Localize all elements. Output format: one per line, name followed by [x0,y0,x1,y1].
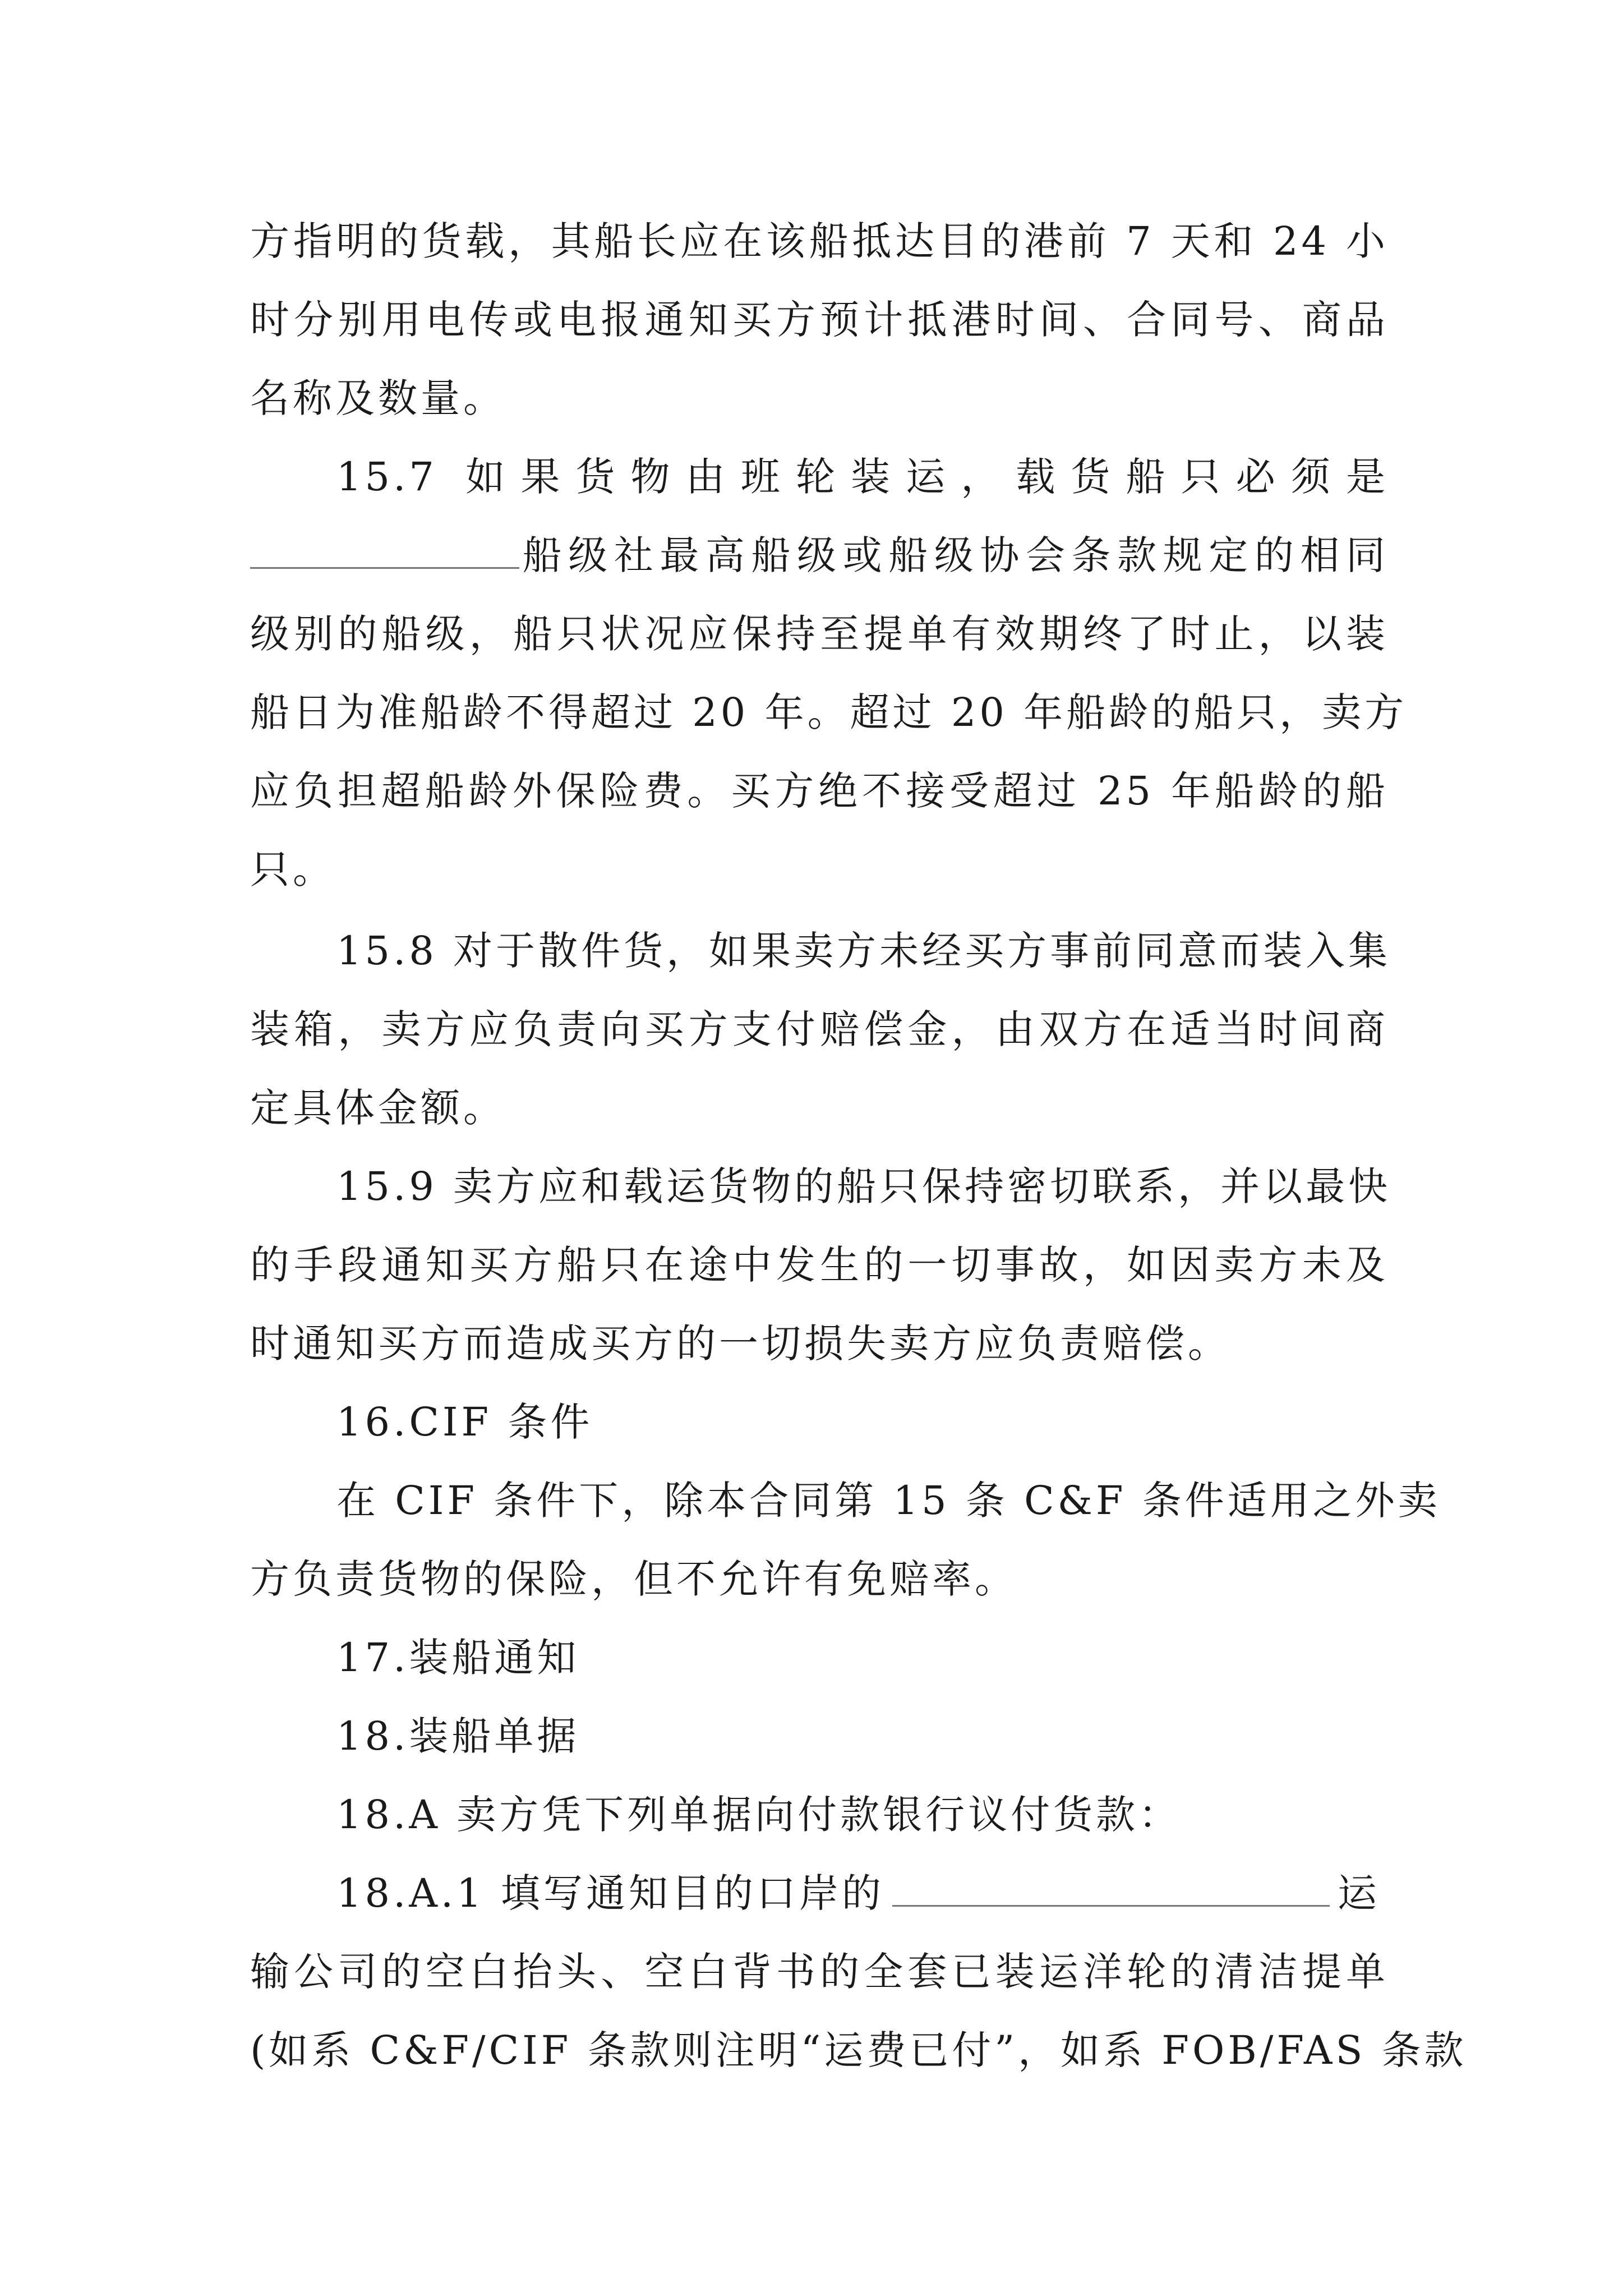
text-line-17: 在 CIF 条件下，除本合同第 15 条 C&F 条件适用之外卖 [336,1478,1441,1524]
text-line-9: 只。 [250,846,335,892]
clause-15-9-heading: 15.9 卖方应和载运货物的船只保持密切联系，并以最快 [336,1163,1391,1209]
clause-18-a-1-line [336,1862,1389,1924]
text-line-15: 时通知买方而造成买方的一切损失卖方应负责赔偿。 [250,1320,1230,1366]
text-line-7: 船日为准船龄不得超过 20 年。超过 20 年船龄的船只，卖方 [250,689,1408,735]
section-17-heading: 17.装船通知 [336,1635,580,1681]
text-line-5-text: 船级社最高船级或船级协会条款规定的相同 [519,532,1389,578]
clause-15-7-heading: 15.7 如果货物由班轮装运，载货船只必须是 [336,454,1389,500]
text-line-18: 方负责货物的保险，但不允许有免赔率。 [250,1556,1017,1602]
clause-18-a-1-text: 18.A.1 填写通知目的口岸的 [336,1870,884,1916]
text-line-8: 应负担超船龄外保险费。买方绝不接受超过 25 年船龄的船 [250,768,1389,814]
text-line-5 [250,524,1389,586]
text-line-12: 定具体金额。 [250,1085,506,1131]
text-line-14: 的手段通知买方船只在途中发生的一切事故，如因卖方未及 [250,1242,1389,1288]
section-18-heading: 18.装船单据 [336,1713,580,1759]
text-line-11: 装箱，卖方应负责向买方支付赔偿金，由双方在适当时间商 [250,1006,1389,1052]
text-line-1: 方指明的货载，其船长应在该船抵达目的港前 7 天和 24 小 [250,218,1389,264]
text-line-6: 级别的船级，船只状况应保持至提单有效期终了时止，以装 [250,611,1389,657]
text-line-3: 名称及数量。 [250,375,506,421]
clause-15-8-heading: 15.8 对于散件货，如果卖方未经买方事前同意而装入集 [336,928,1391,974]
section-16-heading: 16.CIF 条件 [336,1399,593,1445]
clause-18-a-1-tail: 运 [1337,1870,1380,1916]
text-line-23: 输公司的空白抬头、空白背书的全套已装运洋轮的清洁提单 [250,1949,1389,1995]
fill-in-blank-shipping-company[interactable] [892,1866,1330,1907]
clause-18-a-heading: 18.A 卖方凭下列单据向付款银行议付货款： [336,1792,1182,1838]
text-line-24: (如系 C&F/CIF 条款则注明“运费已付”，如系 FOB/FAS 条款 [250,2027,1467,2073]
fill-in-blank-classification-society[interactable] [250,528,519,569]
text-line-2: 时分别用电传或电报通知买方预计抵港时间、合同号、商品 [250,297,1389,343]
